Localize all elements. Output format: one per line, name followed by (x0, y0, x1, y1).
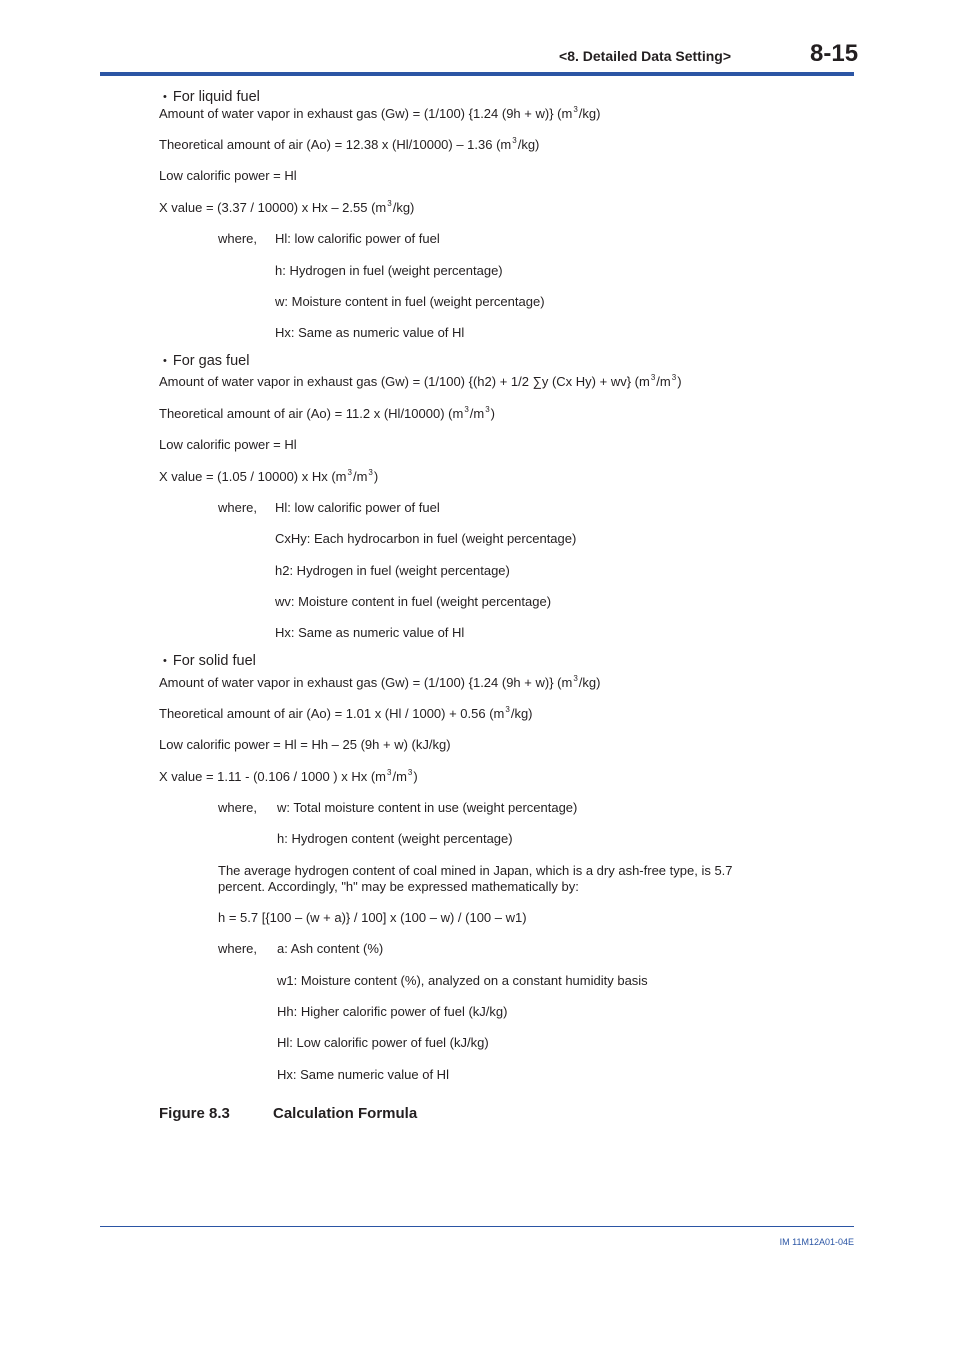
figure-number: Figure 8.3 (159, 1105, 230, 1122)
liquid-definition: Hx: Same as numeric value of Hl (275, 325, 465, 340)
gas-x-value-formula: X value = (1.05 / 10000) x Hx $(m^3/m^3)$ (159, 468, 379, 484)
document-code: IM 11M12A01-04E (779, 1237, 854, 1247)
gas-air-formula: Theoretical amount of air (Ao) = 11.2 x (Hl/10000) $(m^3/m^3)$ (159, 405, 496, 421)
solid-definition: Hl: Low calorific power of fuel (kJ/kg) (277, 1035, 489, 1050)
gas-definition: CxHy: Each hydrocarbon in fuel (weight percentage) (275, 531, 577, 546)
gas-definition: Hl: low calorific power of fuel (275, 500, 440, 515)
gas-fuel-heading: • For gas fuel (163, 353, 249, 370)
solid-definition: h: Hydrogen content (weight percentage) (277, 831, 513, 846)
liquid-definition: w: Moisture content in fuel (weight percentage) (275, 294, 545, 309)
liquid-air-formula: Theoretical amount of air (Ao) = 12.38 x (Hl/10000) – 1.36 $(m^3/kg)$ (159, 136, 540, 152)
solid-where-label: where, (218, 800, 258, 815)
page-number: 8-15 (810, 40, 859, 67)
solid-definition: w: Total moisture content in use (weight percentage) (277, 800, 578, 815)
solid-definition: Hh: Higher calorific power of fuel (kJ/kg) (277, 1004, 508, 1019)
solid-hydrogen-note: The average hydrogen content of coal mined in Japan, which is a dry ash-free type, is 5.7 percent. Accordingly, "h" may be expressed mathematically by: (218, 863, 733, 894)
gas-water-vapor-formula: Amount of water vapor in exhaust gas (Gw) = (1/100) {(h2) + 1/2 ∑y (Cx Hy) + wv} $(m^3/m^3)$ (159, 373, 682, 389)
header-rule (100, 72, 854, 76)
figure-caption (159, 1105, 417, 1122)
solid-water-vapor-formula: Amount of water vapor in exhaust gas (Gw) = (1/100) {1.24 (9h + w)} $(m^3/kg)$ (159, 674, 601, 690)
liquid-low-calorific: Low calorific power = Hl (159, 168, 297, 183)
solid-low-calorific: Low calorific power = Hl = Hh – 25 (9h + w) (kJ/kg) (159, 737, 451, 752)
footer-rule (100, 1226, 854, 1227)
liquid-where-label: where, (218, 231, 258, 246)
solid-definition: w1: Moisture content (%), analyzed on a constant humidity basis (277, 973, 648, 988)
gas-definition: h2: Hydrogen in fuel (weight percentage) (275, 563, 510, 578)
liquid-definition: h: Hydrogen in fuel (weight percentage) (275, 263, 503, 278)
gas-definition: Hx: Same as numeric value of Hl (275, 625, 465, 640)
solid-h-formula: h = 5.7 [{100 – (w + a)} / 100] x (100 – w) / (100 – w1) (218, 910, 527, 925)
gas-where-label: where, (218, 500, 258, 515)
solid-definition: a: Ash content (%) (277, 941, 384, 956)
gas-definition: wv: Moisture content in fuel (weight percentage) (275, 594, 552, 609)
solid-air-formula: Theoretical amount of air (Ao) = 1.01 x (Hl / 1000) + 0.56 $(m^3/kg)$ (159, 705, 533, 721)
solid-definition: Hx: Same numeric value of Hl (277, 1067, 449, 1082)
gas-low-calorific: Low calorific power = Hl (159, 437, 297, 452)
figure-title: Calculation Formula (273, 1105, 418, 1122)
liquid-water-vapor-formula: Amount of water vapor in exhaust gas (Gw) = (1/100) {1.24 (9h + w)} $(m^3/kg)$ (159, 105, 601, 121)
solid-x-value-formula: X value = 1.11 - (0.106 / 1000 ) x Hx $(m^3/m^3)$ (159, 768, 418, 784)
solid-where2-label: where, (218, 941, 258, 956)
section-title: <8. Detailed Data Setting> (559, 48, 731, 64)
liquid-x-value-formula: X value = (3.37 / 10000) x Hx – 2.55 $(m^3/kg)$ (159, 199, 415, 215)
liquid-fuel-heading: • For liquid fuel (163, 89, 260, 106)
liquid-definition: Hl: low calorific power of fuel (275, 231, 440, 246)
solid-fuel-heading: • For solid fuel (163, 653, 256, 670)
